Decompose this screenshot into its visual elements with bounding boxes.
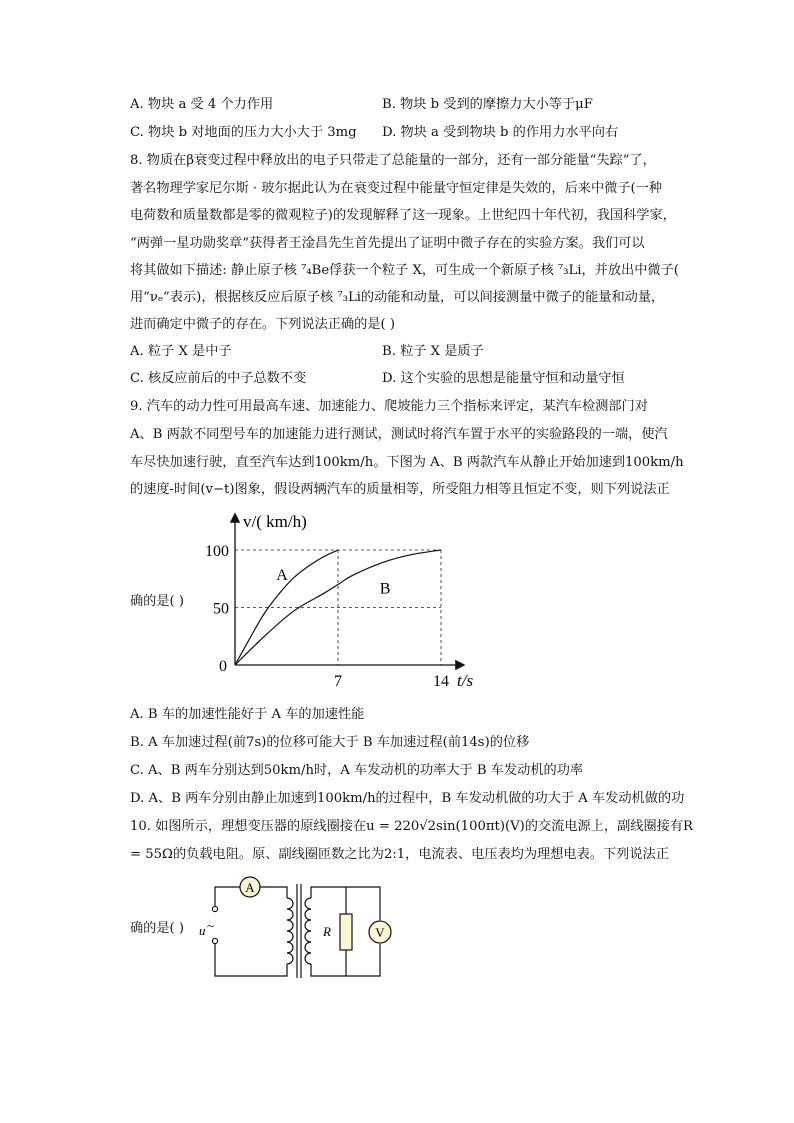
x-axis-label: t/s xyxy=(457,671,474,690)
q10-stem-line-2: = 55Ω的负载电阻。原、副线圈匝数之比为2:1，电流表、电压表均为理想电表。下列说法正 xyxy=(130,847,669,862)
q9-option-d: D. A、B 两车分别由静止加速到100km/h的过程中，B 车发动机做的功大于 A 车发动机做的功 xyxy=(130,791,685,806)
q7-option-b: B. 物块 b 受到的摩擦力大小等于μF xyxy=(382,97,593,112)
q8-stem-line-6: 用“νₑ”表示)，根据核反应后原子核 ⁷₃Li的动能和动量，可以间接测量中微子的能量和动量， xyxy=(130,290,665,305)
q9-stem-line-2: A、B 两款不同型号车的加速能力进行测试，测试时将汽车置于水平的实验路段的一端，使汽 xyxy=(130,427,668,442)
q9-option-b: B. A 车加速过程(前7s)的位移可能大于 B 车加速过程(前14s)的位移 xyxy=(130,735,530,750)
y-tick-100: 100 xyxy=(205,543,229,560)
q8-stem-line-1: 8. 物质在β衰变过程中释放出的电子只带走了总能量的一部分，还有一部分能量“失踪”了， xyxy=(130,153,656,168)
q8-stem-line-2: 著名物理学家尼尔斯 · 玻尔据此认为在衰变过程中能量守恒定律是失效的，后来中微子(一种 xyxy=(130,181,663,196)
q7-option-a: A. 物块 a 受 4 个力作用 xyxy=(130,97,274,112)
chart-guides xyxy=(235,550,441,665)
q9-stem-line-3: 车尽快加速行驶，直至汽车达到100km/h。下图为 A、B 两款汽车从静止开始加速到100km/h xyxy=(130,455,684,470)
q9-option-a: A. B 车的加速性能好于 A 车的加速性能 xyxy=(130,707,365,722)
x-tick-7: 7 xyxy=(334,673,342,690)
resistor xyxy=(322,914,352,950)
q10-stem-tail: 确的是( ) xyxy=(130,921,185,936)
q10-stem-line-1: 10. 如图所示，理想变压器的原线圈接在u = 220√2sin(100πt)(V)的交流电源上，副线圈接有R xyxy=(130,819,693,834)
q8-stem-line-5: 将其做如下描述: 静止原子核 ⁷₄Be俘获一个粒子 X，可生成一个新原子核 ⁷₃Li，并放出中微子( xyxy=(130,263,679,278)
q8-option-c: C. 核反应前后的中子总数不变 xyxy=(130,371,307,386)
q9-stem-line-1: 9. 汽车的动力性可用最高车速、加速能力、爬坡能力三个指标来评定，某汽车检测部门对 xyxy=(130,399,648,414)
y-tick-50: 50 xyxy=(213,600,229,618)
q9-stem-tail: 确的是( ) xyxy=(130,594,185,609)
series-A-label: A xyxy=(276,566,288,584)
svg-text:A: A xyxy=(245,880,255,895)
transformer-circuit xyxy=(195,872,405,982)
q9-option-c: C. A、B 两车分别达到50km/h时，A 车发动机的功率大于 B 车发动机的功率 xyxy=(130,763,584,778)
q7-option-d: D. 物块 a 受到物块 b 的作用力水平向右 xyxy=(382,125,619,140)
q8-option-b: B. 粒子 X 是质子 xyxy=(382,344,484,359)
svg-text:V: V xyxy=(375,925,385,940)
series-B-label: B xyxy=(379,580,391,598)
y-axis-label: v/( km/h) xyxy=(243,512,307,531)
ac-symbol: ~ xyxy=(207,918,215,933)
q7-option-c: C. 物块 b 对地面的压力大小大于 3mg xyxy=(130,125,357,140)
voltmeter xyxy=(369,921,391,943)
q8-stem-line-7: 进而确定中微子的存在。下列说法正确的是( ) xyxy=(130,317,396,332)
q8-stem-line-4: “两弹一星功勋奖章”获得者王淦昌先生首先提出了证明中微子存在的实验方案。我们可以 xyxy=(130,236,645,251)
vt-chart xyxy=(195,505,495,695)
ammeter xyxy=(240,877,260,897)
origin-label: 0 xyxy=(219,658,227,675)
source-label: u xyxy=(199,923,206,938)
q8-option-a: A. 粒子 X 是中子 xyxy=(130,344,232,359)
svg-text:R: R xyxy=(323,924,331,939)
q8-stem-line-3: 电荷数和质量数都是零的微观粒子)的发现解释了这一现象。上世纪四十年代初，我国科学家， xyxy=(130,208,676,223)
q9-stem-line-4: 的速度-时间(v−t)图象，假设两辆汽车的质量相等，所受阻力相等且恒定不变，则下列说法正 xyxy=(130,482,670,497)
x-tick-14: 14 xyxy=(433,673,449,690)
q8-option-d: D. 这个实验的思想是能量守恒和动量守恒 xyxy=(382,371,625,386)
